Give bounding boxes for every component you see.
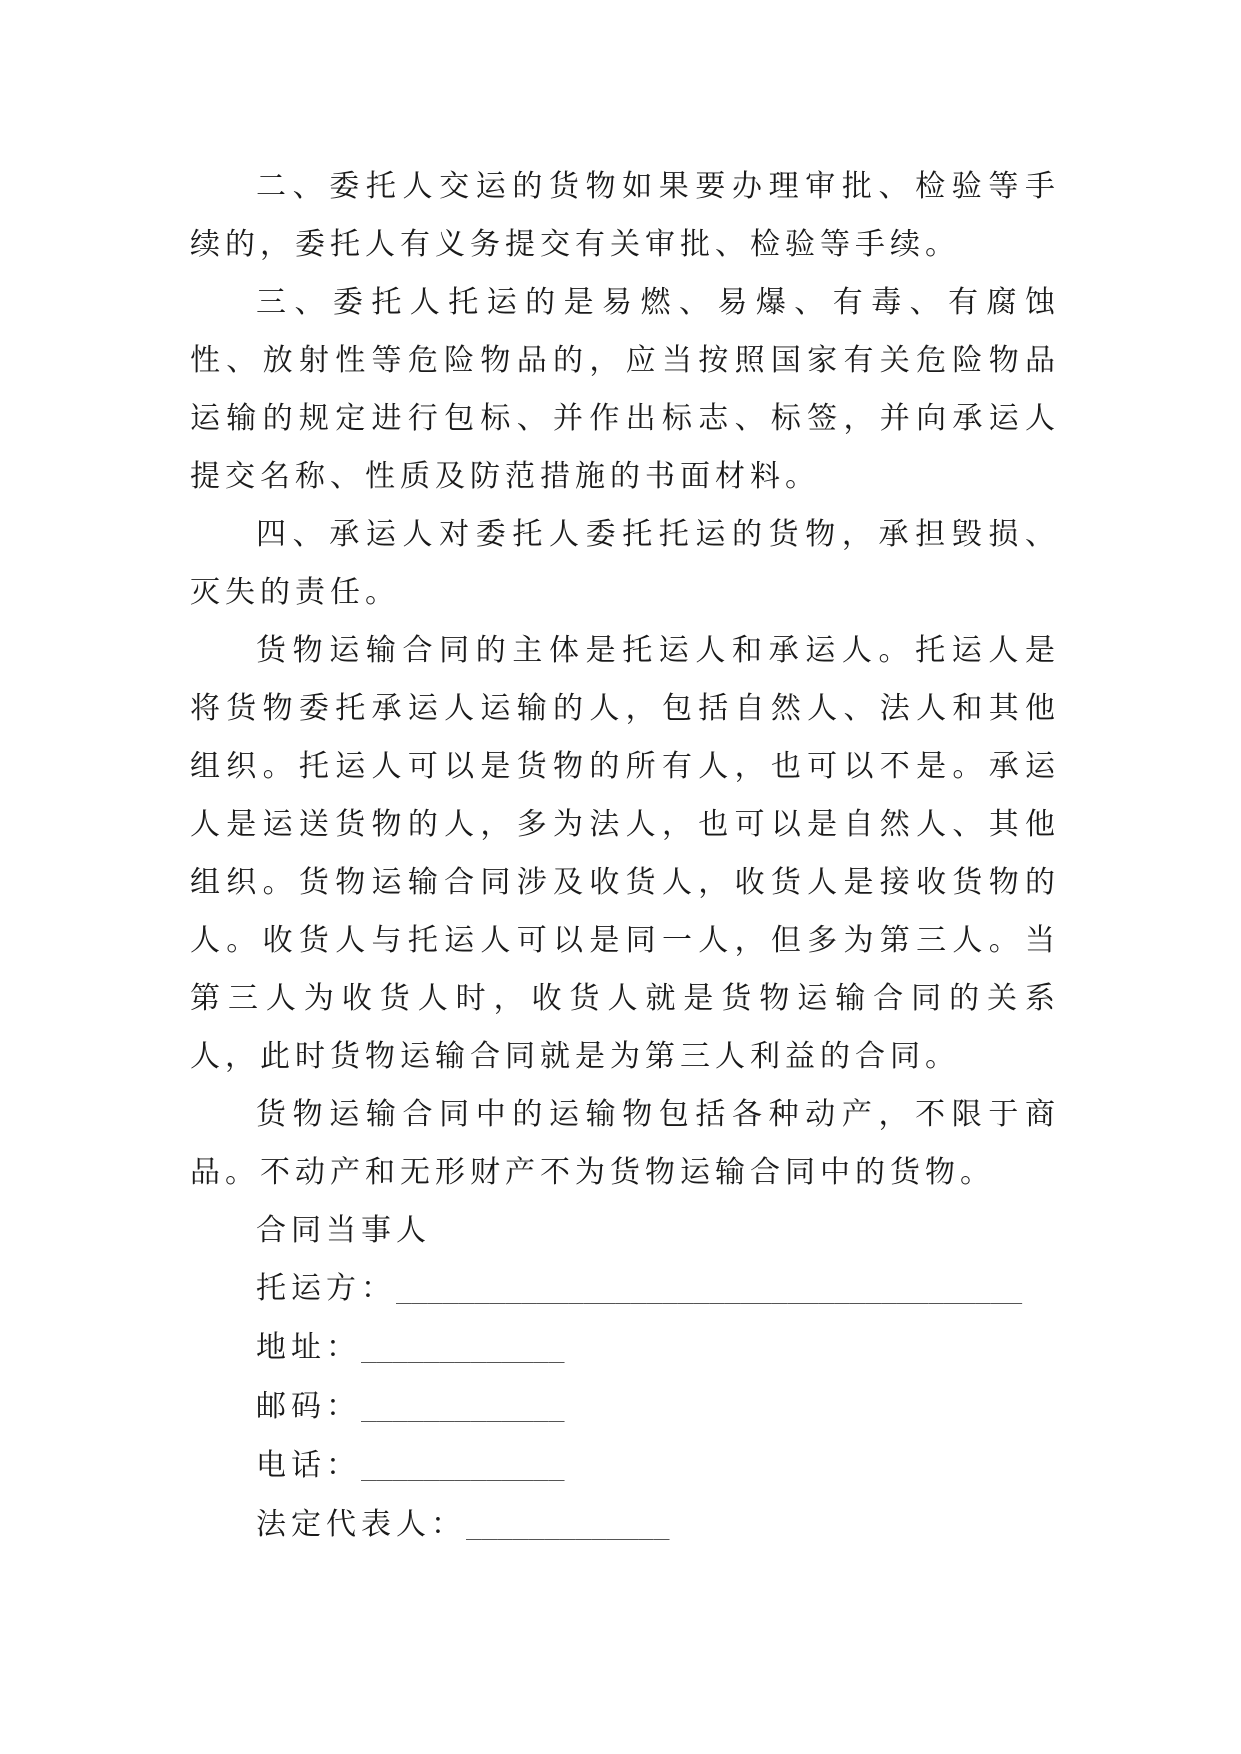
shipper-field: [190, 1260, 1060, 1319]
clause-four-paragraph: 四、承运人对委托人委托托运的货物，承担毁损、灭失的责任。: [190, 517, 1060, 610]
legal-rep-blank: _____________: [466, 1511, 670, 1541]
parties-heading: 合同当事人: [256, 1213, 431, 1248]
shipper-label: 托运方：: [256, 1271, 396, 1306]
address-field: [190, 1319, 1060, 1378]
phone-label: 电话：: [256, 1448, 361, 1483]
clause-two-paragraph: 二、委托人交运的货物如果要办理审批、检验等手续的，委托人有义务提交有关审批、检验等手续。: [190, 169, 1060, 262]
legal-rep-label: 法定代表人：: [256, 1507, 466, 1542]
address-blank: _____________: [361, 1334, 565, 1364]
shipper-blank: ________________________________________: [396, 1275, 1023, 1305]
address-label: 地址：: [256, 1330, 361, 1365]
contract-subject-paragraph: 货物运输合同的主体是托运人和承运人。托运人是将货物委托承运人运输的人，包括自然人、法人和其他组织。托运人可以是货物的所有人，也可以不是。承运人是运送货物的人，多为法人，也可以是自然人、其他组织。货物运输合同涉及收货人，收货人是接收货物的人。收货人与托运人可以是同一人，但多为第三人。当第三人为收货人时，收货人就是货物运输合同的关系人，此时货物运输合同就是为第三人利益的合同。: [190, 633, 1060, 1074]
document-body: [190, 158, 1060, 1555]
postcode-label: 邮码：: [256, 1389, 361, 1424]
phone-blank: _____________: [361, 1452, 565, 1482]
transported-goods-paragraph: 货物运输合同中的运输物包括各种动产，不限于商品。不动产和无形财产不为货物运输合同中的货物。: [190, 1097, 1060, 1190]
phone-field: [190, 1437, 1060, 1496]
postcode-blank: _____________: [361, 1393, 565, 1423]
postcode-field: [190, 1378, 1060, 1437]
legal-rep-field: [190, 1496, 1060, 1555]
clause-three-paragraph: 三、委托人托运的是易燃、易爆、有毒、有腐蚀性、放射性等危险物品的，应当按照国家有关危险物品运输的规定进行包标、并作出标志、标签，并向承运人提交名称、性质及防范措施的书面材料。: [190, 285, 1060, 494]
